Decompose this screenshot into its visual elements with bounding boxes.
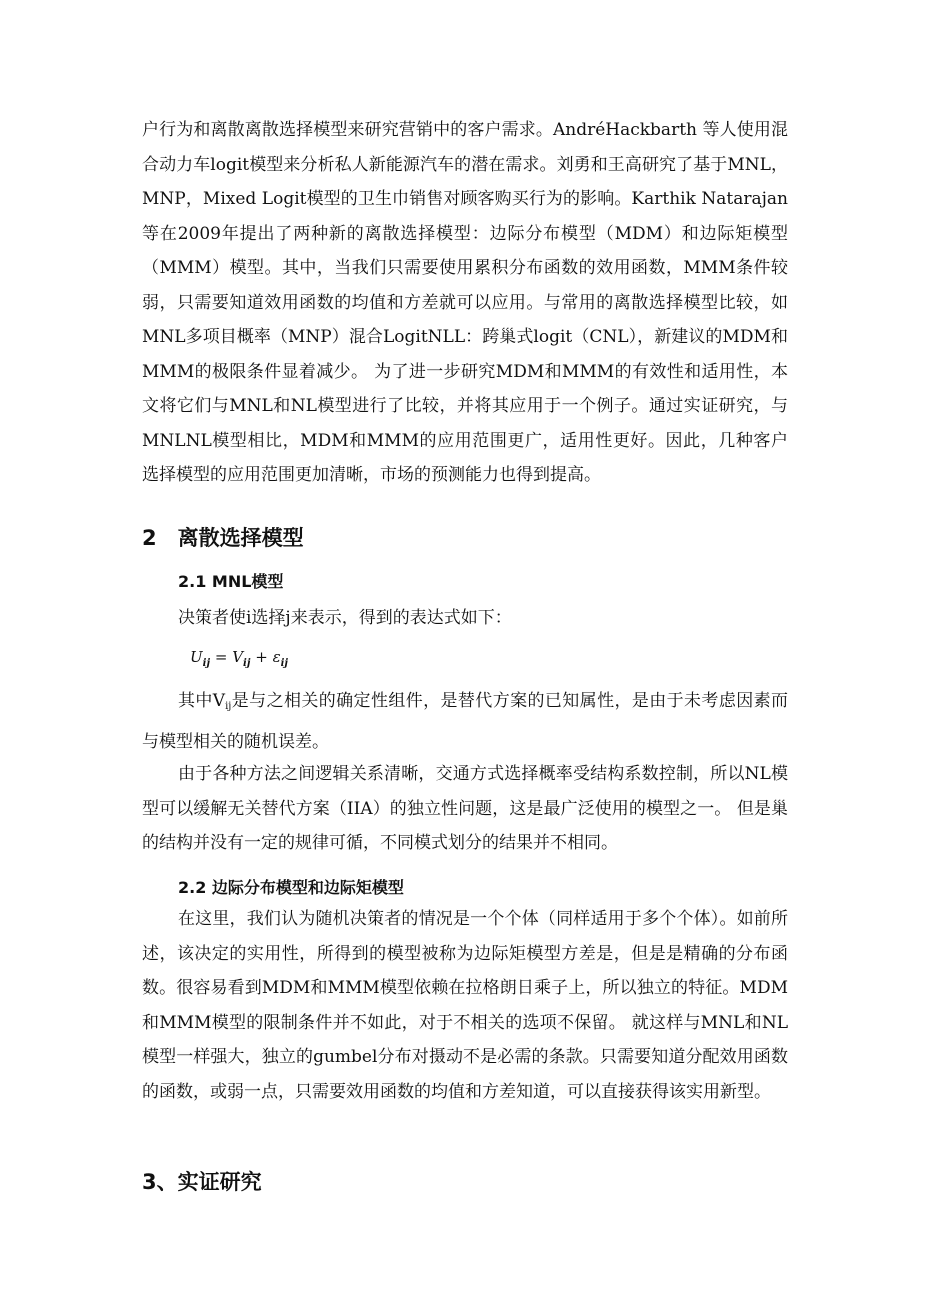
equation-eps-sub: ij	[280, 658, 289, 669]
equation-v: V	[232, 648, 244, 666]
section-2-1-paragraph-1: 决策者使i选择j来表示，得到的表达式如下：	[178, 608, 512, 628]
p2-after: 是与之相关的确定性组件，是替代方案的已知属性，是由于未考虑因素而与模型相关的随机误差。	[142, 691, 789, 752]
section-2-1-paragraph-3: 由于各种方法之间逻辑关系清晰，交通方式选择概率受结构系数控制，所以NL模型可以缓解无关替代方案（IIA）的独立性问题，这是最广泛使用的模型之一。 但是巢的结构并没有一定的规律可循，不同模式划分的结果并不相同。	[142, 764, 788, 853]
section-3-heading: 3、实证研究	[142, 1170, 262, 1194]
intro-paragraph: 户行为和离散离散选择模型来研究营销中的客户需求。AndréHackbarth 等人使用混合动力车logit模型来分析私人新能源汽车的潜在需求。刘勇和王高研究了基于MNL，MNP，Mixed Logit模型的卫生巾销售对顾客购买行为的影响。Karthik Natarajan等在2009年提出了两种新的离散选择模型：边际分布模型（MDM）和边际矩模型（MMM）模型。其中，当我们只需要使用累积分布函数的效用函数，MMM条件较弱，只需要知道效用函数的均值和方差就可以应用。与常用的离散选择模型比较，如MNL多项目概率（MNP）混合LogitNLL：跨巢式logit（CNL），新建议的MDM和MMM的极限条件显着减少。 为了进一步研究MDM和MMM的有效性和适用性，本文将它们与MNL和NL模型进行了比较，并将其应用于一个例子。通过实证研究，与MNLNL模型相比，MDM和MMM的应用范围更广，适用性更好。因此，几种客户选择模型的应用范围更加清晰，市场的预测能力也得到提高。	[142, 120, 788, 485]
section-2-1-paragraph-2	[142, 684, 788, 759]
section-2-2-heading: 2.2 边际分布模型和边际矩模型	[178, 878, 404, 897]
equation-lhs-sub: ij	[202, 658, 211, 669]
section-2-1-heading: 2.1 MNL模型	[178, 572, 284, 591]
section-2-2-paragraph-1: 在这里，我们认为随机决策者的情况是一个个体（同样适用于多个个体）。如前所述，该决定的实用性，所得到的模型被称为边际矩模型方差是，但是是精确的分布函数。很容易看到MDM和MMM模型依赖在拉格朗日乘子上，所以独立的特征。MDM和MMM模型的限制条件并不如此，对于不相关的选项不保留。 就这样与MNL和NL模型一样强大，独立的gumbel分布对摄动不是必需的条款。只需要知道分配效用函数的函数，或弱一点，只需要效用函数的均值和方差知道，可以直接获得该实用新型。	[142, 909, 788, 1102]
equation-v-sub: ij	[243, 658, 251, 669]
utility-equation	[190, 648, 288, 669]
equation-eq: =	[210, 648, 233, 666]
equation-plus: +	[250, 648, 273, 666]
section-2-heading: 2 离散选择模型	[142, 526, 304, 550]
equation-eps: ε	[272, 648, 281, 666]
p2-sub: ij	[225, 701, 232, 712]
p2-before: 其中V	[178, 691, 226, 711]
equation-lhs: U	[190, 648, 203, 666]
